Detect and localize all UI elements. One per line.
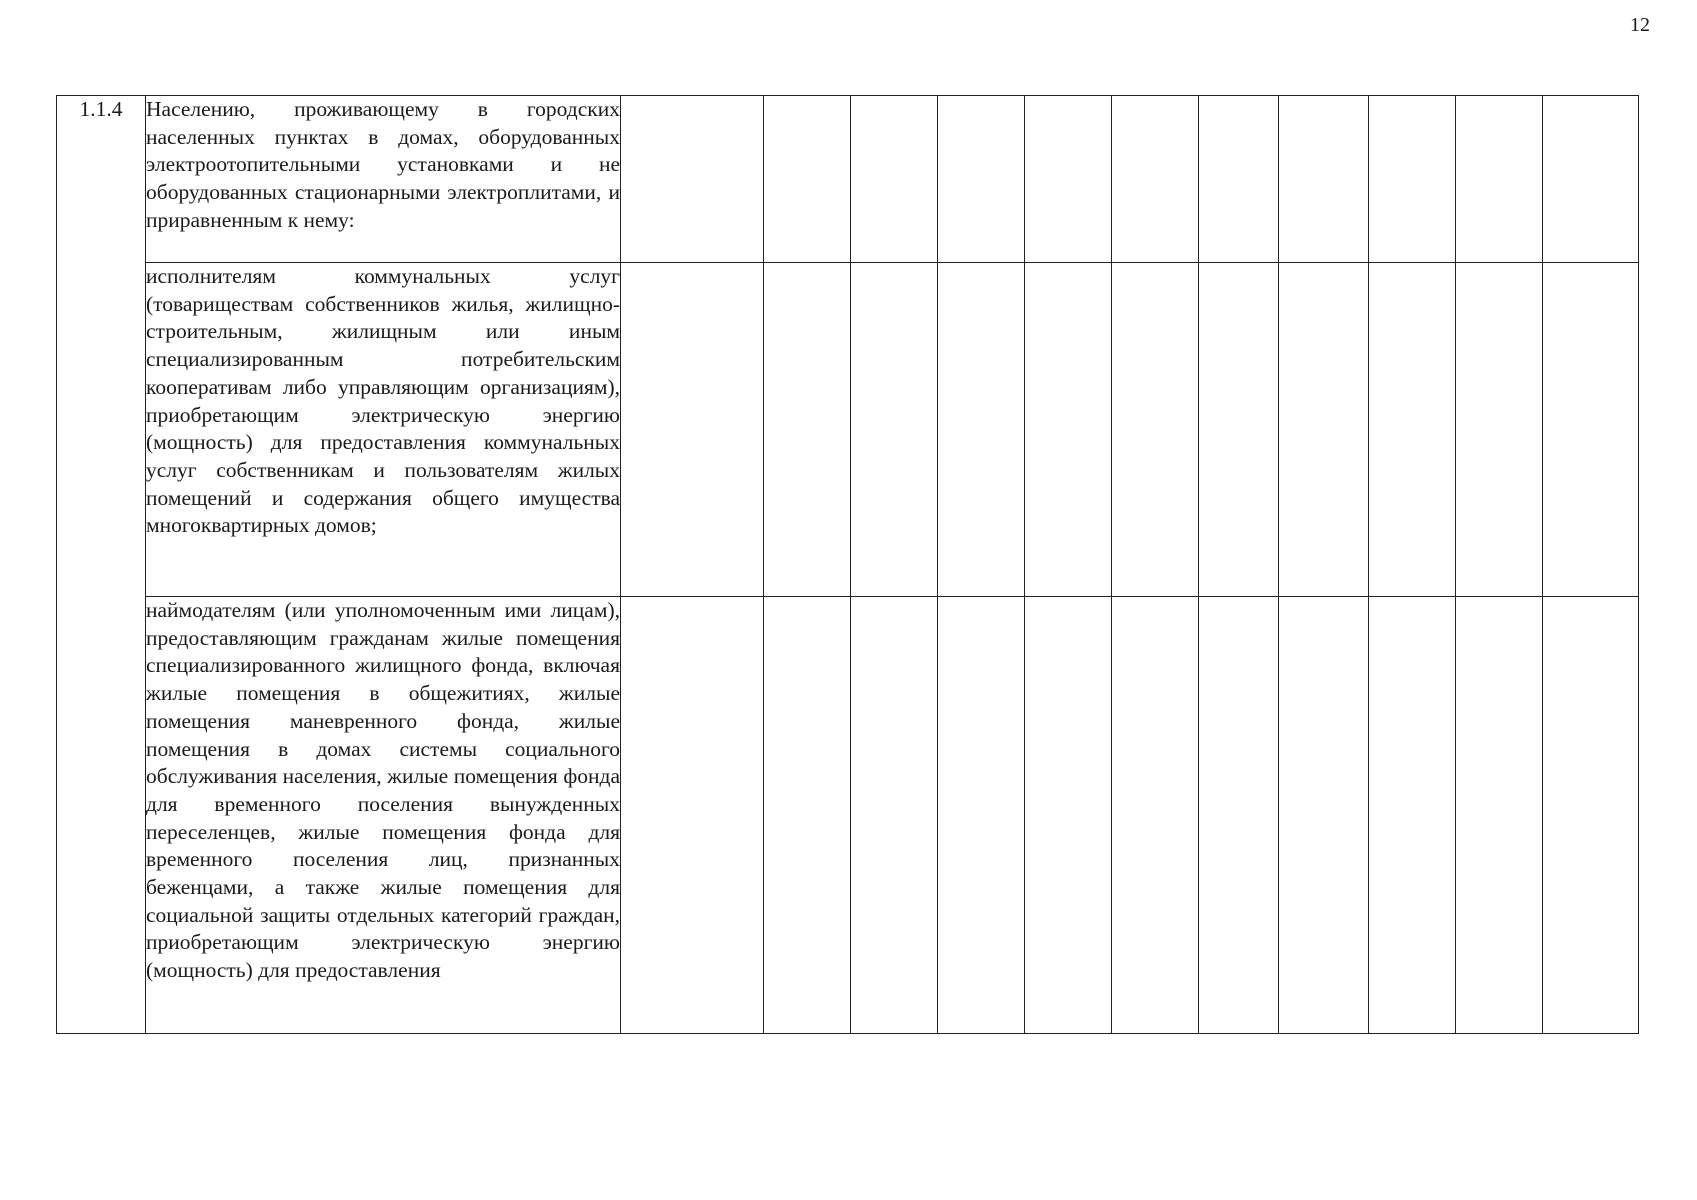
page-number: 12 bbox=[1630, 14, 1650, 36]
value-cell bbox=[938, 263, 1025, 597]
value-cell bbox=[1543, 96, 1639, 263]
table-row bbox=[57, 597, 1639, 1034]
value-cell bbox=[1199, 263, 1279, 597]
value-cell bbox=[1112, 263, 1199, 597]
value-cell bbox=[1369, 597, 1456, 1034]
value-cell bbox=[1025, 597, 1112, 1034]
value-cell bbox=[938, 96, 1025, 263]
value-cell bbox=[1025, 263, 1112, 597]
value-cell bbox=[1456, 597, 1543, 1034]
row-description: наймодателям (или уполномоченным ими лицам), предоставляющим гражданам жилые помещения специализированного жилищного фонда, включая жилые помещения в общежитиях, жилые помещения маневренного фонда, жилые помещения в домах системы социального обслуживания населения, жилые помещения фонда для временного поселения вынужденных переселенцев, жилые помещения фонда для временного поселения лиц, признанных беженцами, а также жилые помещения для социальной защиты отдельных категорий граждан, приобретающим электрическую энергию (мощность) для предоставления bbox=[146, 597, 621, 1034]
value-cell bbox=[1112, 96, 1199, 263]
value-cell bbox=[1369, 263, 1456, 597]
value-cell bbox=[764, 263, 851, 597]
value-cell bbox=[1543, 263, 1639, 597]
value-cell bbox=[851, 96, 938, 263]
value-cell bbox=[621, 263, 764, 597]
value-cell bbox=[851, 263, 938, 597]
table-row bbox=[57, 263, 1639, 597]
row-description: Населению, проживающему в городских населенных пунктах в домах, оборудованных электроотопительными установками и не оборудованных стационарными электроплитами, и приравненным к нему: bbox=[146, 96, 621, 263]
value-cell bbox=[621, 96, 764, 263]
table-row bbox=[57, 96, 1639, 263]
value-cell bbox=[1369, 96, 1456, 263]
value-cell bbox=[1279, 96, 1369, 263]
value-cell bbox=[1199, 597, 1279, 1034]
value-cell bbox=[851, 597, 938, 1034]
value-cell bbox=[1112, 597, 1199, 1034]
section-number-cell: 1.1.4 bbox=[57, 96, 146, 1034]
value-cell bbox=[1199, 96, 1279, 263]
tariff-table bbox=[56, 95, 1639, 1034]
value-cell bbox=[764, 597, 851, 1034]
value-cell bbox=[1456, 263, 1543, 597]
value-cell bbox=[1279, 263, 1369, 597]
value-cell bbox=[621, 597, 764, 1034]
value-cell bbox=[1025, 96, 1112, 263]
value-cell bbox=[1543, 597, 1639, 1034]
value-cell bbox=[1279, 597, 1369, 1034]
row-description: исполнителям коммунальных услуг (товариществам собственников жилья, жилищно-строительным, жилищным или иным специализированным потребительским кооперативам либо управляющим организациям), приобретающим электрическую энергию (мощность) для предоставления коммунальных услуг собственникам и пользователям жилых помещений и содержания общего имущества многоквартирных домов; bbox=[146, 263, 621, 597]
value-cell bbox=[938, 597, 1025, 1034]
value-cell bbox=[1456, 96, 1543, 263]
value-cell bbox=[764, 96, 851, 263]
